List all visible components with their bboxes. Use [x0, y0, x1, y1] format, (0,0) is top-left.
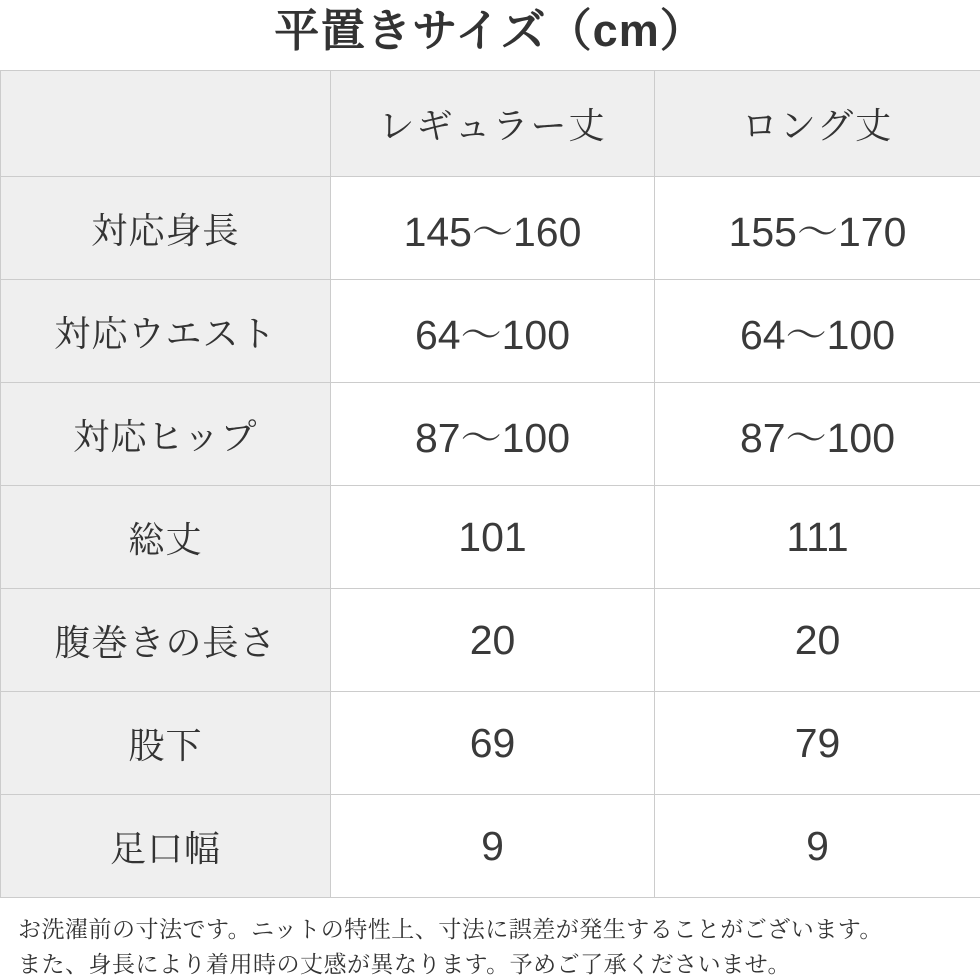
size-value: 20 — [655, 589, 980, 692]
column-header-regular-length: レギュラー丈 — [331, 71, 655, 177]
size-value: 111 — [655, 486, 980, 589]
size-value: 145〜160 — [331, 177, 655, 280]
row-label: 足口幅 — [1, 795, 331, 898]
size-value: 20 — [331, 589, 655, 692]
row-label: 股下 — [1, 692, 331, 795]
size-value: 64〜100 — [655, 280, 980, 383]
size-value: 101 — [331, 486, 655, 589]
row-label: 対応身長 — [1, 177, 331, 280]
size-value: 87〜100 — [331, 383, 655, 486]
table-row-inseam — [1, 692, 980, 795]
size-value: 79 — [655, 692, 980, 795]
size-table — [0, 70, 980, 898]
page-title: 平置きサイズ（cm） — [274, 5, 706, 56]
table-row-waist — [1, 280, 980, 383]
size-value: 9 — [331, 795, 655, 898]
table-row-hip — [1, 383, 980, 486]
size-value: 64〜100 — [331, 280, 655, 383]
row-label: 対応ウエスト — [1, 280, 331, 383]
size-value: 87〜100 — [655, 383, 980, 486]
column-header-long-length: ロング丈 — [655, 71, 980, 177]
size-value: 155〜170 — [655, 177, 980, 280]
row-label: 対応ヒップ — [1, 383, 331, 486]
row-label: 腹巻きの長さ — [1, 589, 331, 692]
disclaimer-line-1: お洗濯前の寸法です。ニットの特性上、寸法に誤差が発生することがございます。 — [18, 916, 883, 942]
size-value: 69 — [331, 692, 655, 795]
header-row — [1, 71, 980, 177]
table-row-leg-opening-width — [1, 795, 980, 898]
row-label: 総丈 — [1, 486, 331, 589]
disclaimer-note — [18, 912, 962, 980]
table-row-bellyband-length — [1, 589, 980, 692]
size-value: 9 — [655, 795, 980, 898]
table-row-height — [1, 177, 980, 280]
table-row-total-length — [1, 486, 980, 589]
disclaimer-line-2: また、身長により着用時の丈感が異なります。予めご了承くださいませ。 — [18, 950, 791, 977]
column-header-blank — [1, 71, 331, 177]
